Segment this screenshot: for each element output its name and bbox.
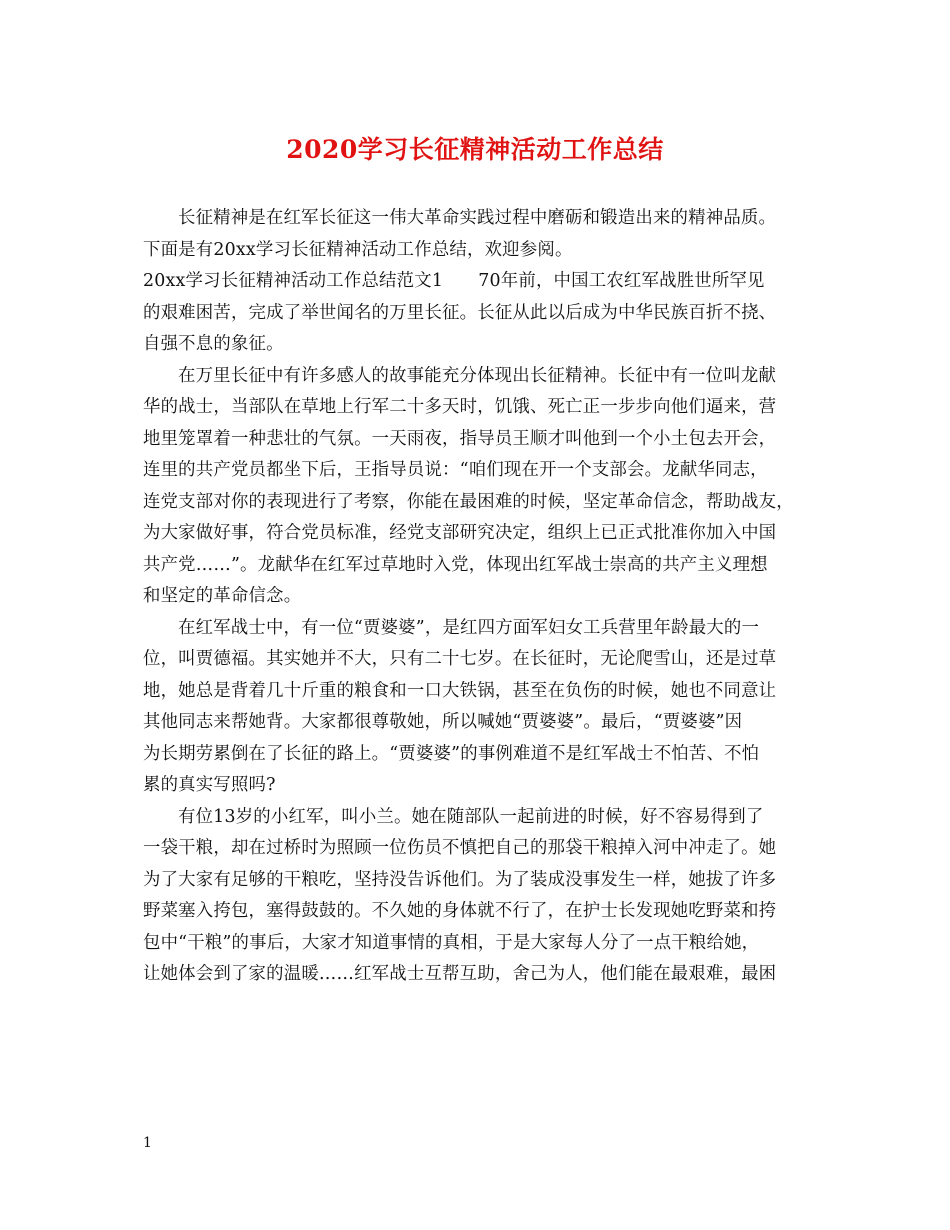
body-line: 长征精神是在红军长征这一伟大革命实践过程中磨砺和锻造出来的精神品质。: [178, 208, 777, 228]
body-line: 连里的共产党员都坐下后，王指导员说：“咱们现在开一个支部会。龙献华同志，: [143, 460, 768, 480]
body-line: 累的真实写照吗?: [143, 775, 276, 795]
body-line: 在红军战士中，有一位“贾婆婆”，是红四方面军妇女工兵营里年龄最大的一: [178, 617, 760, 638]
document-body: [143, 203, 823, 991]
document-title: 2020学习长征精神活动工作总结: [286, 135, 664, 164]
body-line: 华的战士，当部队在草地上行军二十多天时，饥饿、死亡正一步步向他们逼来，营: [143, 397, 777, 417]
body-line: 让她体会到了家的温暖……红军战士互帮互助，舍己为人，他们能在最艰难，最困: [143, 964, 777, 984]
body-line: 自强不息的象征。: [143, 334, 284, 354]
body-line: 地里笼罩着一种悲壮的气氛。一天雨夜，指导员王顺才叫他到一个小土包去开会，: [143, 428, 777, 449]
body-line: 为长期劳累倒在了长征的路上。“贾婆婆”的事例难道不是红军战士不怕苦、不怕: [143, 743, 760, 764]
body-line: 的艰难困苦，完成了举世闻名的万里长征。长征从此以后成为中华民族百折不挠、: [143, 302, 777, 323]
body-line: 为大家做好事，符合党员标准，经党支部研究决定，组织上已正式批准你加入中国: [143, 523, 777, 543]
body-line: 和坚定的革命信念。: [143, 586, 302, 606]
body-line: 地，她总是背着几十斤重的粮食和一口大铁锅，甚至在负伤的时候，她也不同意让: [143, 680, 777, 701]
body-line: 其他同志来帮她背。大家都很尊敬她，所以喊她“贾婆婆”。最后，“贾婆婆”因: [143, 712, 743, 732]
body-line: 下面是有20xx学习长征精神活动工作总结，欢迎参阅。: [143, 239, 573, 260]
body-line: 连党支部对你的表现进行了考察，你能在最困难的时候，坚定革命信念，帮助战友，: [143, 491, 794, 512]
body-line: 有位13岁的小红军，叫小兰。她在随部队一起前进的时候，好不容易得到了: [178, 806, 764, 827]
body-line: 野菜塞入挎包，塞得鼓鼓的。不久她的身体就不行了，在护士长发现她吃野菜和挎: [143, 901, 777, 921]
body-line: 20xx学习长征精神活动工作总结范文1 70年前，中国工农红军战胜世所罕见: [143, 271, 765, 291]
body-line: 包中“干粮”的事后，大家才知道事情的真相，于是大家每人分了一点干粮给她，: [143, 932, 760, 953]
body-line: 位，叫贾德福。其实她并不大，只有二十七岁。在长征时，无论爬雪山，还是过草: [143, 649, 777, 669]
body-line: 共产党……”。龙献华在红军过草地时入党，体现出红军战士崇高的共产主义理想: [143, 554, 768, 575]
body-line: 一袋干粮，却在过桥时为照顾一位伤员不慎把自己的那袋干粮掉入河中冲走了。她: [143, 838, 777, 858]
body-line: 在万里长征中有许多感人的故事能充分体现出长征精神。长征中有一位叫龙献: [178, 365, 777, 386]
page-number: 1: [143, 1135, 152, 1151]
body-line: 为了大家有足够的干粮吃，坚持没告诉他们。为了装成没事发生一样，她拔了许多: [143, 869, 777, 890]
